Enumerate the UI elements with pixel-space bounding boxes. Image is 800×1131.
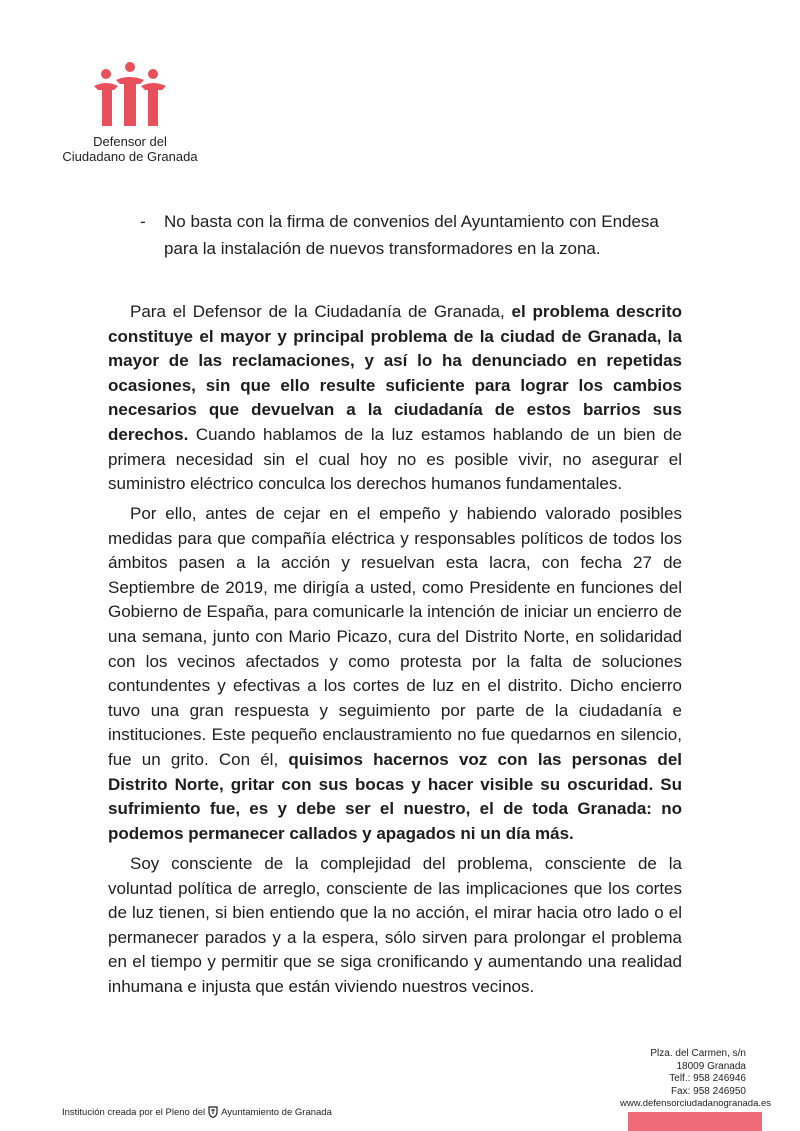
logo-text xyxy=(60,134,200,164)
accent-bar xyxy=(628,1112,762,1131)
footer xyxy=(62,1106,332,1118)
paragraph-1-rest: Cuando hablamos de la luz estamos hablando de un bien de primera necesidad sin el cual hoy no es posible vivir, no asegurar el suministro eléctrico conculca los derechos humanos fundamentales. xyxy=(108,424,682,494)
paragraph-2-text: Por ello, antes de cejar en el empeño y habiendo valorado posibles medidas para que compañía eléctrica y responsables políticos de todos los ámbitos pasen a la acción y resuelvan esta lacra, con fecha 27 de Septiembre de 2019, me dirigía a usted, como Presidente en funciones del Gobierno de España, para comunicarle la intención de iniciar un encierro de una semana, junto con Mario Picazo, cura del Distrito Norte, en solidaridad con los vecinos afectados y como protesta por la falta de soluciones contundentes y efectivas a los cortes de luz en el distrito. Dicho encierro tuvo una gran respuesta y seguimiento por parte de la ciudadanía e instituciones. Este pequeño enclaustramiento no fue quedarnos en silencio, fue un grito. Con él, xyxy=(108,504,682,769)
people-logo-icon xyxy=(90,60,170,128)
paragraph-2 xyxy=(108,502,682,846)
footer-prefix: Institución creada por el Pleno del xyxy=(62,1106,206,1118)
address-web: www.defensorciudadanogranada.es xyxy=(620,1098,772,1109)
paragraph-1-intro: Para el Defensor de la Ciudadanía de Granada, xyxy=(130,302,512,321)
paragraph-1 xyxy=(108,300,682,497)
paragraph-1-bold: el problema descrito constituye el mayor y principal problema de la ciudad de Granada, la mayor de las reclamaciones, y así lo ha denunciado en repetidas ocasiones, sin que ello resulte suficiente para lograr los cambios necesarios que devuelvan a la ciudadanía de estos barrios sus derechos. xyxy=(108,302,683,444)
paragraph-3-text: Soy consciente de la complejidad del problema, consciente de la voluntad política de arreglo, consciente de las implicaciones que los cortes de luz tienen, si bien entiendo que la no acción, el mirar hacia otro lado o el permanecer parados y a la espera, sólo sirven para prolongar el problema en el tiempo y permitir que se siga cronificando y aumentando una realidad inhumana e injusta que están viviendo nuestros vecinos. xyxy=(108,854,682,996)
address-street: Plza. del Carmen, s/n xyxy=(650,1048,746,1059)
bullet-marker: - xyxy=(140,212,146,231)
footer-org: Ayuntamiento de Granada xyxy=(221,1106,332,1118)
logo-line-2: Ciudadano de Granada xyxy=(62,149,198,164)
logo-line-1: Defensor del xyxy=(93,134,167,149)
paragraph-2-bold: quisimos hacernos voz con las personas del Distrito Norte, gritar con sus bocas y hacer visible su oscuridad. Su sufrimiento fue, es y debe ser el nuestro, el de toda Granada: no podemos permanecer callados y apagados ni un día más. xyxy=(108,749,682,843)
address-city: 18009 Granada xyxy=(676,1060,746,1072)
address-phone: Telf.: 958 246946 xyxy=(669,1073,746,1084)
bullet-text: No basta con la firma de convenios del Ayuntamiento con Endesa para la instalación de nuevos transformadores en la zona. xyxy=(164,212,659,258)
coat-of-arms-icon xyxy=(208,1106,218,1118)
address-block xyxy=(620,1048,772,1111)
address-fax: Fax: 958 246950 xyxy=(670,1085,746,1097)
paragraph-3 xyxy=(108,852,682,1000)
